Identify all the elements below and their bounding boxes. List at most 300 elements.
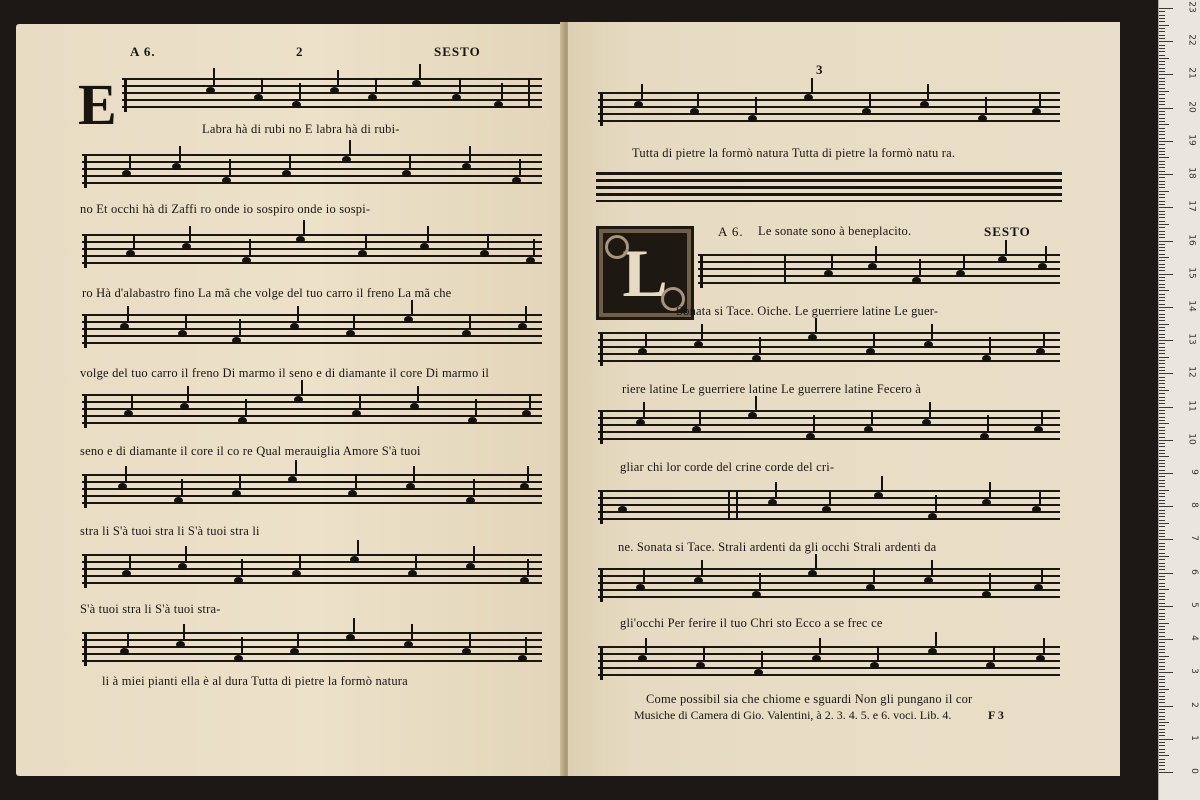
ruler-tick <box>1159 606 1173 607</box>
ruler-minor-tick <box>1159 513 1165 514</box>
ruler-minor-tick <box>1159 450 1165 451</box>
ruler-minor-tick <box>1159 383 1165 384</box>
right-header-note: Le sonate sono à beneplacito. <box>758 224 912 238</box>
lyric-line: stra li S'à tuoi stra li S'à tuoi stra li <box>80 524 260 538</box>
ruler-minor-tick <box>1159 254 1165 255</box>
ruler-minor-tick <box>1159 194 1165 195</box>
music-staff <box>122 78 542 108</box>
ruler-minor-tick <box>1159 586 1165 587</box>
ruler-minor-tick <box>1159 320 1165 321</box>
ruler-minor-tick <box>1159 45 1165 46</box>
lyric-line: Tutta di pietre la formò natura Tutta di pietre la formò natu ra. <box>632 146 956 160</box>
ruler-minor-tick <box>1159 646 1165 647</box>
ruler-minor-tick <box>1159 483 1165 484</box>
ruler-minor-tick <box>1159 55 1165 56</box>
ruler-minor-tick <box>1159 11 1165 12</box>
ruler-minor-tick <box>1159 138 1165 139</box>
music-staff <box>598 568 1060 598</box>
ruler-tick <box>1159 440 1173 441</box>
ruler-minor-tick <box>1159 579 1165 580</box>
ruler-minor-tick <box>1159 380 1165 381</box>
ruler-minor-tick <box>1159 536 1165 537</box>
ruler-label: 6 <box>1189 568 1200 575</box>
ruler-minor-tick <box>1159 616 1165 617</box>
ruler-tick <box>1159 108 1173 109</box>
ruler-minor-tick <box>1159 161 1165 162</box>
ruler-label: 2 <box>1189 701 1200 708</box>
ruler-minor-tick <box>1159 666 1165 667</box>
ruler-minor-tick <box>1159 304 1165 305</box>
ruler-label: 17 <box>1186 200 1197 213</box>
ruler-label: 10 <box>1186 433 1197 445</box>
lyric-line: Labra hà di rubi no E labra hà di rubi- <box>202 122 400 136</box>
ruler-label: 22 <box>1186 34 1197 46</box>
ruler-minor-tick <box>1159 400 1165 401</box>
ruler-minor-tick <box>1159 593 1165 594</box>
ruler-minor-tick <box>1159 367 1165 368</box>
ruler-minor-tick <box>1159 686 1165 687</box>
ruler-minor-tick <box>1159 58 1169 59</box>
ruler-minor-tick <box>1159 314 1165 315</box>
ruler-tick <box>1159 373 1173 374</box>
ruler-minor-tick <box>1159 128 1165 129</box>
ruler-minor-tick <box>1159 164 1165 165</box>
ruler-minor-tick <box>1159 493 1165 494</box>
ruler-minor-tick <box>1159 709 1165 710</box>
ruler-minor-tick <box>1159 347 1165 348</box>
ruler-tick <box>1159 141 1173 142</box>
ruler-minor-tick <box>1159 583 1165 584</box>
ruler-minor-tick <box>1159 679 1165 680</box>
ruler-minor-tick <box>1159 530 1165 531</box>
ruler-minor-tick <box>1159 729 1165 730</box>
ruler-minor-tick <box>1159 18 1165 19</box>
music-staff <box>82 314 542 344</box>
ruler-minor-tick <box>1159 327 1165 328</box>
ruler-minor-tick <box>1159 231 1165 232</box>
ruler-label: 4 <box>1189 635 1200 641</box>
ruler-minor-tick <box>1159 15 1165 16</box>
ruler-minor-tick <box>1159 403 1165 404</box>
ruler-minor-tick <box>1159 28 1165 29</box>
ruler-minor-tick <box>1159 167 1165 168</box>
ruler-minor-tick <box>1159 755 1169 756</box>
lyric-line: riere latine Le guerriere latine Le guerrere latine Fecero à <box>622 382 921 396</box>
ruler-minor-tick <box>1159 716 1165 717</box>
ruler-minor-tick <box>1159 131 1165 132</box>
ruler-minor-tick <box>1159 676 1165 677</box>
ruler-tick <box>1159 573 1173 574</box>
ruler-minor-tick <box>1159 260 1165 261</box>
ruler-minor-tick <box>1159 689 1169 690</box>
ruler-tick <box>1159 772 1173 773</box>
ruler-minor-tick <box>1159 470 1165 471</box>
ruler-tick <box>1159 74 1173 75</box>
ruler-tick <box>1159 672 1173 673</box>
music-staff <box>598 332 1060 362</box>
ruler-minor-tick <box>1159 390 1169 391</box>
lyric-line: gliar chi lor corde del crine corde del cri- <box>620 460 835 474</box>
ruler-minor-tick <box>1159 576 1165 577</box>
lyric-line: ne. Sonata si Tace. Strali ardenti da gli occhi Strali ardenti da <box>618 540 937 554</box>
right-header-voice: A 6. <box>718 224 744 239</box>
ruler-minor-tick <box>1159 500 1165 501</box>
ruler-minor-tick <box>1159 350 1165 351</box>
ruler-minor-tick <box>1159 224 1169 225</box>
ruler-minor-tick <box>1159 712 1165 713</box>
music-staff <box>82 474 542 504</box>
ruler-minor-tick <box>1159 486 1165 487</box>
ruler-minor-tick <box>1159 31 1165 32</box>
ruler-minor-tick <box>1159 752 1165 753</box>
ruler-minor-tick <box>1159 626 1165 627</box>
ruler-minor-tick <box>1159 21 1165 22</box>
decorated-initial-l: L <box>596 226 694 320</box>
ruler-minor-tick <box>1159 510 1165 511</box>
music-staff <box>82 554 542 584</box>
ruler-minor-tick <box>1159 51 1165 52</box>
ruler-minor-tick <box>1159 300 1165 301</box>
ruler-tick <box>1159 739 1173 740</box>
ruler-minor-tick <box>1159 559 1165 560</box>
ruler-minor-tick <box>1159 433 1165 434</box>
ruler-minor-tick <box>1159 294 1165 295</box>
ruler-minor-tick <box>1159 237 1165 238</box>
ruler-tick <box>1159 174 1173 175</box>
ruler-minor-tick <box>1159 659 1165 660</box>
ruler-minor-tick <box>1159 546 1165 547</box>
ruler-minor-tick <box>1159 503 1165 504</box>
ruler-tick <box>1159 639 1173 640</box>
ruler-tick <box>1159 307 1173 308</box>
ruler-tick <box>1159 473 1173 474</box>
ruler-minor-tick <box>1159 466 1165 467</box>
ruler-minor-tick <box>1159 334 1165 335</box>
ruler-minor-tick <box>1159 154 1165 155</box>
ruler-label: 11 <box>1186 399 1197 412</box>
ruler-minor-tick <box>1159 460 1165 461</box>
right-header-part: SESTO <box>984 224 1031 239</box>
ruler-minor-tick <box>1159 91 1169 92</box>
ruler-minor-tick <box>1159 61 1165 62</box>
ruler-minor-tick <box>1159 609 1165 610</box>
ruler-minor-tick <box>1159 410 1165 411</box>
ruler-minor-tick <box>1159 456 1169 457</box>
ruler-minor-tick <box>1159 88 1165 89</box>
ruler-minor-tick <box>1159 363 1165 364</box>
ruler-tick <box>1159 207 1173 208</box>
ruler-minor-tick <box>1159 277 1165 278</box>
ruler-minor-tick <box>1159 360 1165 361</box>
ruler-minor-tick <box>1159 589 1169 590</box>
ruler-minor-tick <box>1159 699 1165 700</box>
ruler-minor-tick <box>1159 317 1165 318</box>
ruler-minor-tick <box>1159 393 1165 394</box>
ruler-minor-tick <box>1159 446 1165 447</box>
ruler-minor-tick <box>1159 343 1165 344</box>
music-staff <box>698 254 1060 284</box>
ruler-minor-tick <box>1159 453 1165 454</box>
ruler-label: 19 <box>1186 134 1197 146</box>
ruler-minor-tick <box>1159 144 1165 145</box>
left-header-part: SESTO <box>434 44 481 59</box>
ruler-label: 18 <box>1186 167 1197 179</box>
ruler-minor-tick <box>1159 556 1169 557</box>
ruler-minor-tick <box>1159 191 1169 192</box>
music-staff <box>82 394 542 424</box>
ruler-tick <box>1159 41 1173 42</box>
ruler-minor-tick <box>1159 214 1165 215</box>
ruler-minor-tick <box>1159 596 1165 597</box>
ruler-minor-tick <box>1159 247 1165 248</box>
ruler-minor-tick <box>1159 290 1169 291</box>
ruler-minor-tick <box>1159 417 1165 418</box>
ruler-minor-tick <box>1159 71 1165 72</box>
ruler-minor-tick <box>1159 234 1165 235</box>
ruler-minor-tick <box>1159 184 1165 185</box>
ruler-minor-tick <box>1159 496 1165 497</box>
ruler-minor-tick <box>1159 652 1165 653</box>
ruler-tick <box>1159 8 1173 9</box>
ruler-minor-tick <box>1159 629 1165 630</box>
ruler-label: 13 <box>1186 333 1197 345</box>
ruler-minor-tick <box>1159 84 1165 85</box>
ruler-minor-tick <box>1159 64 1165 65</box>
lyric-line: Come possibil sia che chiome e sguardi Non gli pungano il cor <box>646 692 973 706</box>
ruler-minor-tick <box>1159 696 1165 697</box>
ruler-label: 23 <box>1186 1 1197 13</box>
music-staff <box>598 410 1060 440</box>
ruler-minor-tick <box>1159 520 1165 521</box>
ruler-minor-tick <box>1159 745 1165 746</box>
ruler-minor-tick <box>1159 543 1165 544</box>
ruler-minor-tick <box>1159 48 1165 49</box>
ruler-minor-tick <box>1159 181 1165 182</box>
ruler-minor-tick <box>1159 430 1165 431</box>
ruler-minor-tick <box>1159 563 1165 564</box>
left-header-voice: A 6. <box>130 44 156 59</box>
ruler-minor-tick <box>1159 765 1165 766</box>
ruler-minor-tick <box>1159 762 1165 763</box>
music-staff <box>82 154 542 184</box>
ruler-label: 16 <box>1186 233 1197 246</box>
ruler-label: 9 <box>1189 469 1200 475</box>
ruler-minor-tick <box>1159 566 1165 567</box>
lyric-line: li à miei pianti ella è al dura Tutta di pietre la formò natura <box>102 674 408 688</box>
ruler-minor-tick <box>1159 280 1165 281</box>
ruler-minor-tick <box>1159 662 1165 663</box>
ruler-minor-tick <box>1159 636 1165 637</box>
signature-mark: F 3 <box>988 708 1004 722</box>
ruler-minor-tick <box>1159 171 1165 172</box>
ruler-minor-tick <box>1159 749 1165 750</box>
ruler-minor-tick <box>1159 257 1169 258</box>
ruler-minor-tick <box>1159 516 1165 517</box>
ruler-minor-tick <box>1159 151 1165 152</box>
ruler-minor-tick <box>1159 632 1165 633</box>
ruler-minor-tick <box>1159 78 1165 79</box>
ruler-minor-tick <box>1159 114 1165 115</box>
ruler-tick <box>1159 340 1173 341</box>
ruler-minor-tick <box>1159 642 1165 643</box>
ruler-minor-tick <box>1159 490 1169 491</box>
ruler-label: 7 <box>1189 535 1200 542</box>
lyric-line: no Et occhi hà di Zaffi ro onde io sospiro onde io sospi- <box>80 202 371 216</box>
ruler-minor-tick <box>1159 124 1169 125</box>
ruler-minor-tick <box>1159 310 1165 311</box>
ruler-minor-tick <box>1159 735 1165 736</box>
lyric-line: Sonata si Tace. Oiche. Le guerriere latine Le guer- <box>676 304 939 318</box>
ruler-label: 20 <box>1186 100 1197 113</box>
ruler-label: 14 <box>1186 300 1197 312</box>
ruler-label: 0 <box>1189 768 1200 774</box>
ruler-minor-tick <box>1159 742 1165 743</box>
ruler-minor-tick <box>1159 443 1165 444</box>
ruler-label: 21 <box>1186 67 1197 80</box>
ruler-minor-tick <box>1159 284 1165 285</box>
ruler-minor-tick <box>1159 523 1169 524</box>
right-page-number: 3 <box>816 62 824 77</box>
ruler-minor-tick <box>1159 357 1169 358</box>
ruler-minor-tick <box>1159 480 1165 481</box>
ruler-minor-tick <box>1159 38 1165 39</box>
left-page <box>16 24 564 776</box>
ruler-minor-tick <box>1159 719 1165 720</box>
ruler-minor-tick <box>1159 619 1165 620</box>
ruler-minor-tick <box>1159 121 1165 122</box>
ruler-minor-tick <box>1159 81 1165 82</box>
ruler-minor-tick <box>1159 94 1165 95</box>
lyric-line: ro Hà d'alabastro fino La mã che volge del tuo carro il freno La mã che <box>82 286 452 300</box>
ruler-minor-tick <box>1159 420 1165 421</box>
ruler-tick <box>1159 407 1173 408</box>
ruler-minor-tick <box>1159 533 1165 534</box>
ruler-label: 1 <box>1189 734 1200 741</box>
lyric-line: volge del tuo carro il freno Di marmo il seno e di diamante il core Di marmo il <box>80 366 490 380</box>
ruler-minor-tick <box>1159 353 1165 354</box>
ruler-minor-tick <box>1159 732 1165 733</box>
ruler-minor-tick <box>1159 25 1169 26</box>
ruler-minor-tick <box>1159 134 1165 135</box>
ruler-minor-tick <box>1159 370 1165 371</box>
ruler-tick <box>1159 539 1173 540</box>
ruler-minor-tick <box>1159 769 1165 770</box>
ruler-minor-tick <box>1159 227 1165 228</box>
ruler-minor-tick <box>1159 603 1165 604</box>
ruler-minor-tick <box>1159 337 1165 338</box>
ruler-minor-tick <box>1159 549 1165 550</box>
ruler-minor-tick <box>1159 250 1165 251</box>
ruler-minor-tick <box>1159 463 1165 464</box>
ruler-minor-tick <box>1159 569 1165 570</box>
ruler-minor-tick <box>1159 387 1165 388</box>
ruler-minor-tick <box>1159 211 1165 212</box>
ruler-label: 8 <box>1189 502 1200 509</box>
lyric-line: gli'occhi Per ferire il tuo Chri sto Ecco a se frec ce <box>620 616 883 630</box>
ruler-tick <box>1159 506 1173 507</box>
ruler-minor-tick <box>1159 656 1169 657</box>
ruler-minor-tick <box>1159 725 1165 726</box>
ruler-tick <box>1159 706 1173 707</box>
ruler-minor-tick <box>1159 148 1165 149</box>
ruler-minor-tick <box>1159 623 1169 624</box>
ruler-minor-tick <box>1159 526 1165 527</box>
ruler-minor-tick <box>1159 177 1165 178</box>
decorated-initial-e: E <box>78 72 117 137</box>
ruler-minor-tick <box>1159 437 1165 438</box>
ruler-label: 15 <box>1186 267 1197 279</box>
ruler-tick <box>1159 274 1173 275</box>
ruler-label: 12 <box>1186 366 1197 379</box>
ruler-minor-tick <box>1159 649 1165 650</box>
left-page-number: 2 <box>296 44 304 59</box>
ruler-minor-tick <box>1159 35 1165 36</box>
ruler-minor-tick <box>1159 682 1165 683</box>
ruler-tick <box>1159 241 1173 242</box>
ruler-minor-tick <box>1159 157 1169 158</box>
lyric-line: S'à tuoi stra li S'à tuoi stra- <box>80 602 221 616</box>
music-staff <box>598 646 1060 676</box>
ruler-minor-tick <box>1159 287 1165 288</box>
ruler-minor-tick <box>1159 204 1165 205</box>
ruler-minor-tick <box>1159 197 1165 198</box>
measurement-ruler <box>1158 0 1200 800</box>
publication-footer: Musiche di Camera di Gio. Valentini, à 2. 3. 4. 5. e 6. voci. Lib. 4. <box>634 708 952 722</box>
ruler-minor-tick <box>1159 702 1165 703</box>
ruler-minor-tick <box>1159 264 1165 265</box>
ruler-minor-tick <box>1159 427 1165 428</box>
ruler-minor-tick <box>1159 68 1165 69</box>
ruler-minor-tick <box>1159 101 1165 102</box>
ruler-label: 3 <box>1189 668 1200 675</box>
ruler-minor-tick <box>1159 244 1165 245</box>
ruler-minor-tick <box>1159 330 1165 331</box>
ruler-minor-tick <box>1159 221 1165 222</box>
ruler-minor-tick <box>1159 377 1165 378</box>
ruler-minor-tick <box>1159 613 1165 614</box>
ruler-label: 5 <box>1189 602 1200 608</box>
ruler-minor-tick <box>1159 599 1165 600</box>
ruler-minor-tick <box>1159 187 1165 188</box>
ruler-minor-tick <box>1159 104 1165 105</box>
music-staff <box>82 234 542 264</box>
ruler-minor-tick <box>1159 476 1165 477</box>
ruler-minor-tick <box>1159 201 1165 202</box>
lyric-line: seno e di diamante il core il co re Qual merauiglia Amore S'à tuoi <box>80 444 421 458</box>
ruler-minor-tick <box>1159 397 1165 398</box>
ruler-minor-tick <box>1159 267 1165 268</box>
ruler-minor-tick <box>1159 413 1165 414</box>
music-staff <box>598 490 1060 520</box>
ruler-minor-tick <box>1159 217 1165 218</box>
ruler-minor-tick <box>1159 553 1165 554</box>
right-page <box>568 22 1120 776</box>
ruler-minor-tick <box>1159 118 1165 119</box>
ruler-minor-tick <box>1159 669 1165 670</box>
ruler-minor-tick <box>1159 297 1165 298</box>
ruler-minor-tick <box>1159 270 1165 271</box>
ruler-minor-tick <box>1159 111 1165 112</box>
ruler-minor-tick <box>1159 759 1165 760</box>
ruler-minor-tick <box>1159 692 1165 693</box>
ruler-minor-tick <box>1159 423 1169 424</box>
music-staff <box>82 632 542 662</box>
music-staff <box>598 92 1060 122</box>
ruler-minor-tick <box>1159 98 1165 99</box>
ruler-minor-tick <box>1159 722 1169 723</box>
ruler-minor-tick <box>1159 324 1169 325</box>
empty-staff <box>596 172 1062 202</box>
